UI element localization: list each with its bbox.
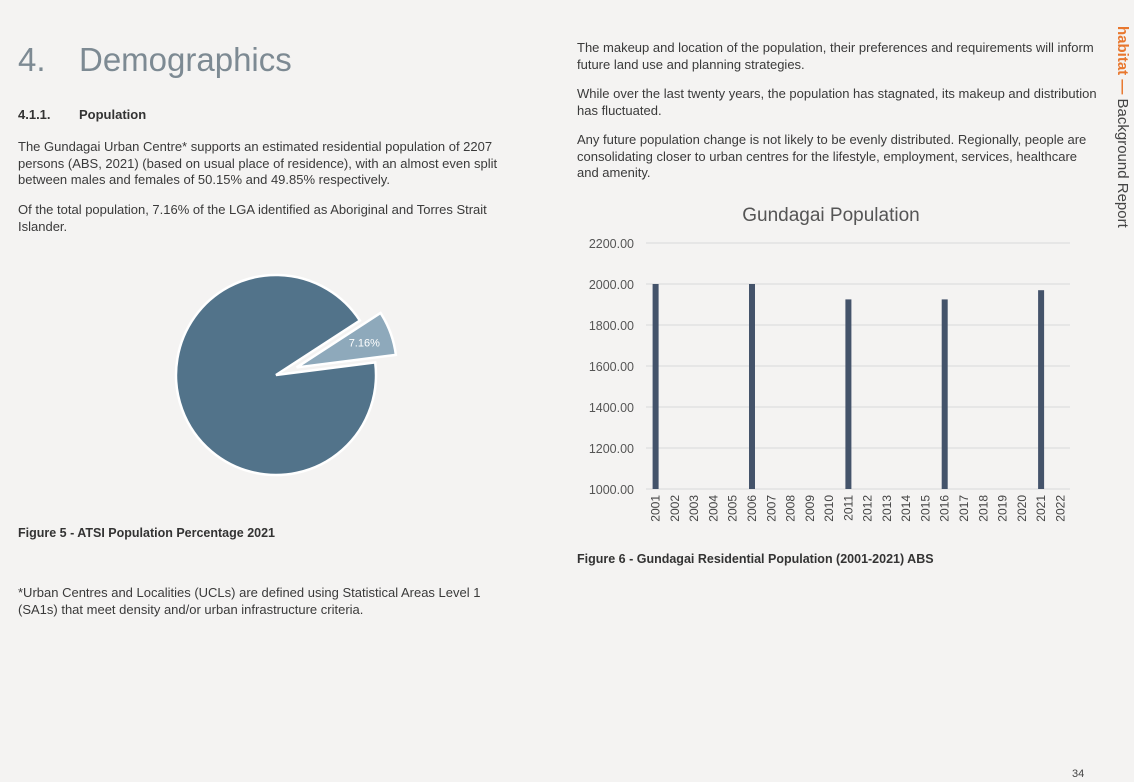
x-tick-label: 2010 (822, 495, 837, 522)
makeup-paragraph: The makeup and location of the population, their preferences and requirements will inform future land use and planning strategies. (577, 40, 1094, 72)
x-tick-label: 2005 (725, 495, 740, 522)
x-tick-label: 2020 (1014, 495, 1029, 522)
subsection-number: 4.1.1. (18, 107, 51, 122)
report-name: Background Report (1114, 98, 1131, 228)
bar-2011 (845, 299, 851, 489)
y-tick-label: 1400.00 (588, 401, 634, 415)
x-tick-label: 2021 (1034, 495, 1049, 522)
brand-dash: — (1114, 79, 1131, 95)
x-tick-label: 2002 (667, 495, 682, 522)
bar-2021 (1038, 290, 1044, 489)
population-bar-chart (570, 195, 1090, 535)
bar-2016 (942, 299, 948, 489)
x-tick-label: 2003 (687, 495, 702, 522)
page-number: 34 (1072, 768, 1085, 780)
x-tick-label: 2001 (648, 495, 663, 522)
x-tick-label: 2015 (918, 495, 933, 522)
bar-2006 (749, 284, 755, 489)
footnote: *Urban Centres and Localities (UCLs) are defined using Statistical Areas Level 1 (SA1s) that meet density and/or urban infrastructure criteria. (18, 585, 481, 617)
bar-2001 (653, 284, 659, 489)
chart-title: Gundagai Population (742, 205, 920, 226)
x-tick-label: 2018 (976, 495, 991, 522)
y-tick-label: 2000.00 (588, 278, 634, 292)
x-tick-label: 2006 (745, 495, 759, 522)
page-title: Demographics (79, 41, 292, 78)
x-tick-label: 2009 (802, 495, 817, 522)
x-tick-label: 2014 (899, 495, 914, 522)
atsi-pie-chart (150, 255, 420, 490)
stagnation-paragraph: While over the last twenty years, the population has stagnated, its makeup and distribution has fluctuated. (577, 86, 1097, 118)
subsection-title: Population (79, 107, 147, 122)
x-tick-label: 2011 (841, 495, 856, 521)
figure5-caption: Figure 5 - ATSI Population Percentage 2021 (18, 526, 276, 540)
future-paragraph: Any future population change is not likely to be evenly distributed. Regionally, people are consolidating closer to urban centres for the lifestyle, employment, services, healthcare and amenity. (577, 132, 1087, 180)
x-tick-label: 2017 (957, 495, 971, 522)
pie-label-atsi: 7.16% (348, 337, 380, 350)
figure6-caption: Figure 6 - Gundagai Residential Population (2001-2021) ABS (577, 552, 934, 566)
x-tick-label: 2004 (706, 495, 721, 522)
y-tick-label: 2200.00 (588, 237, 634, 251)
intro-paragraph: The Gundagai Urban Centre* supports an estimated residential population of 2207 persons (ABS, 2021) (based on usual place of residence), with an almost even split between males and females of 50.15% and 49.85% respectively. (18, 139, 498, 187)
x-tick-label: 2008 (783, 495, 798, 522)
y-tick-label: 1800.00 (588, 319, 634, 333)
y-tick-label: 1000.00 (588, 483, 634, 497)
pie-slice-main (176, 275, 376, 475)
section-number: 4. (18, 41, 46, 78)
y-tick-label: 1600.00 (588, 360, 634, 374)
x-tick-label: 2016 (937, 495, 952, 522)
x-tick-label: 2019 (995, 495, 1010, 522)
brand-name: habitat (1114, 26, 1131, 76)
y-tick-label: 1200.00 (588, 442, 634, 456)
x-tick-label: 2022 (1053, 495, 1068, 522)
brand-label (1109, 26, 1131, 256)
x-tick-label: 2012 (860, 495, 875, 522)
x-tick-label: 2013 (879, 495, 894, 522)
x-tick-label: 2007 (764, 495, 779, 522)
atsi-paragraph: Of the total population, 7.16% of the LGA identified as Aboriginal and Torres Strait Islander. (18, 202, 487, 234)
